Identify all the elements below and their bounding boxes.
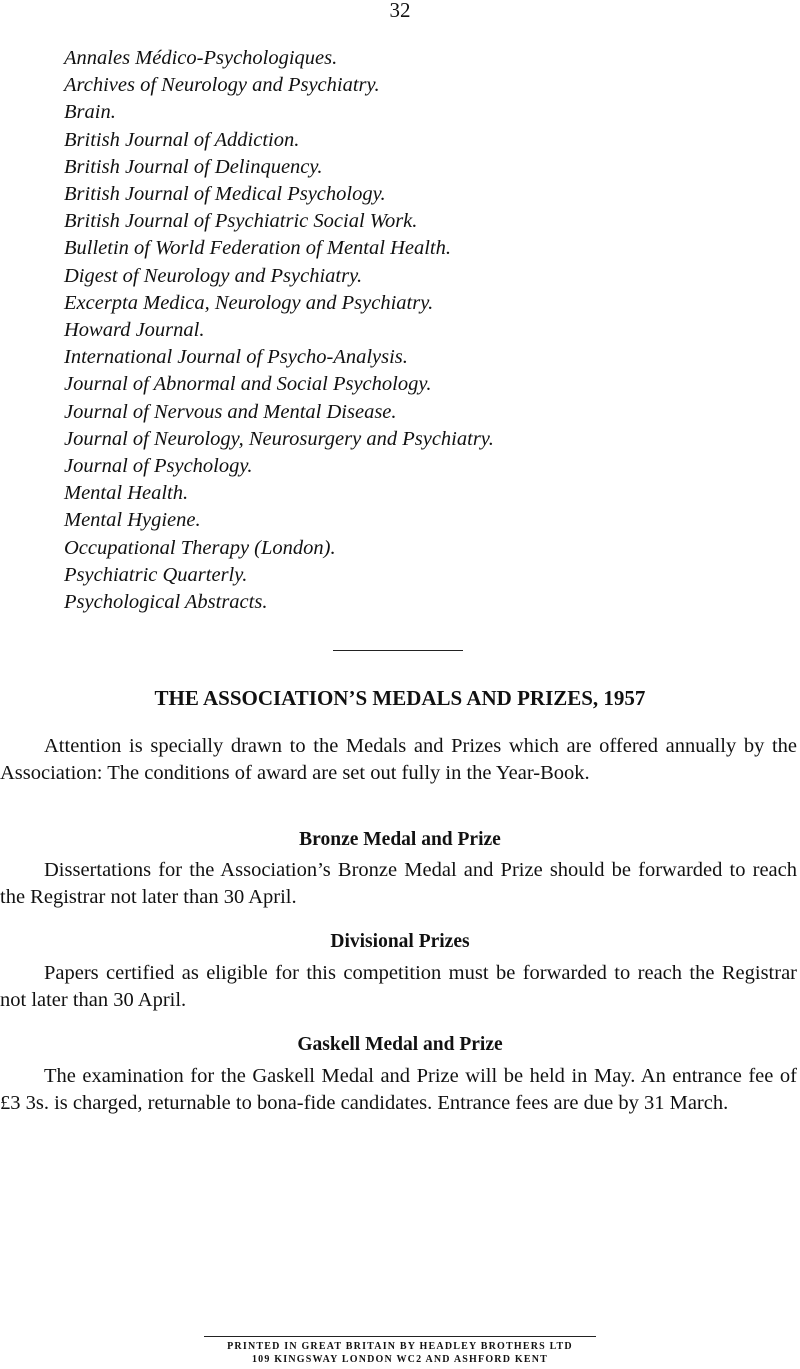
list-item: British Journal of Psychiatric Social Work. [64,210,418,233]
list-item: Journal of Psychology. [64,455,253,478]
imprint-line-1: PRINTED IN GREAT BRITAIN BY HEADLEY BROTHERS LTD [227,1341,573,1352]
list-item: Mental Health. [64,482,189,505]
list-item: International Journal of Psycho-Analysis. [64,346,408,369]
list-item: Digest of Neurology and Psychiatry. [64,264,363,287]
list-item: British Journal of Delinquency. [64,155,323,178]
imprint-line-2: 109 KINGSWAY LONDON WC2 AND ASHFORD KENT [251,1354,548,1365]
gaskell-medal-paragraph: The examination for the Gaskell Medal and Prize will be held in May. An entrance fee of £3 3s. is charged, returnable to bona-fide candidates. Entrance fees are due by 31 March. [0,1065,797,1114]
list-item: British Journal of Medical Psychology. [64,183,386,206]
divisional-prizes-paragraph: Papers certified as eligible for this competition must be forwarded to reach the Registrar not later than 30 April. [0,962,797,1011]
list-item: Journal of Nervous and Mental Disease. [64,400,397,423]
intro-paragraph: Attention is specially drawn to the Medals and Prizes which are offered annually by the Association: The conditions of award are set out fully in the Year-Book. [0,735,797,784]
section-divider [333,650,463,651]
list-item: Archives of Neurology and Psychiatry. [64,74,380,97]
list-item: Journal of Abnormal and Social Psychology. [64,373,432,396]
list-item: Bulletin of World Federation of Mental Health. [64,237,451,260]
page-number: 32 [389,0,411,22]
journal-list [64,45,494,616]
list-item: Mental Hygiene. [64,509,201,532]
divisional-prizes-heading: Divisional Prizes [330,931,470,952]
bronze-medal-heading: Bronze Medal and Prize [299,829,501,850]
list-item: Psychological Abstracts. [64,591,268,614]
list-item: Psychiatric Quarterly. [64,563,248,586]
bronze-medal-paragraph: Dissertations for the Association’s Bronze Medal and Prize should be forwarded to reach the Registrar not later than 30 April. [0,859,797,908]
list-item: Excerpta Medica, Neurology and Psychiatry. [64,291,434,314]
list-item: Annales Médico-Psychologiques. [64,47,338,69]
list-item: Brain. [64,101,116,124]
printer-imprint [204,1336,596,1366]
list-item: Journal of Neurology, Neurosurgery and Psychiatry. [64,427,494,450]
list-item: Occupational Therapy (London). [64,536,336,559]
list-item: British Journal of Addiction. [64,128,300,151]
section-title: THE ASSOCIATION’S MEDALS AND PRIZES, 1957 [154,686,646,710]
list-item: Howard Journal. [64,319,205,342]
gaskell-medal-heading: Gaskell Medal and Prize [297,1034,503,1055]
